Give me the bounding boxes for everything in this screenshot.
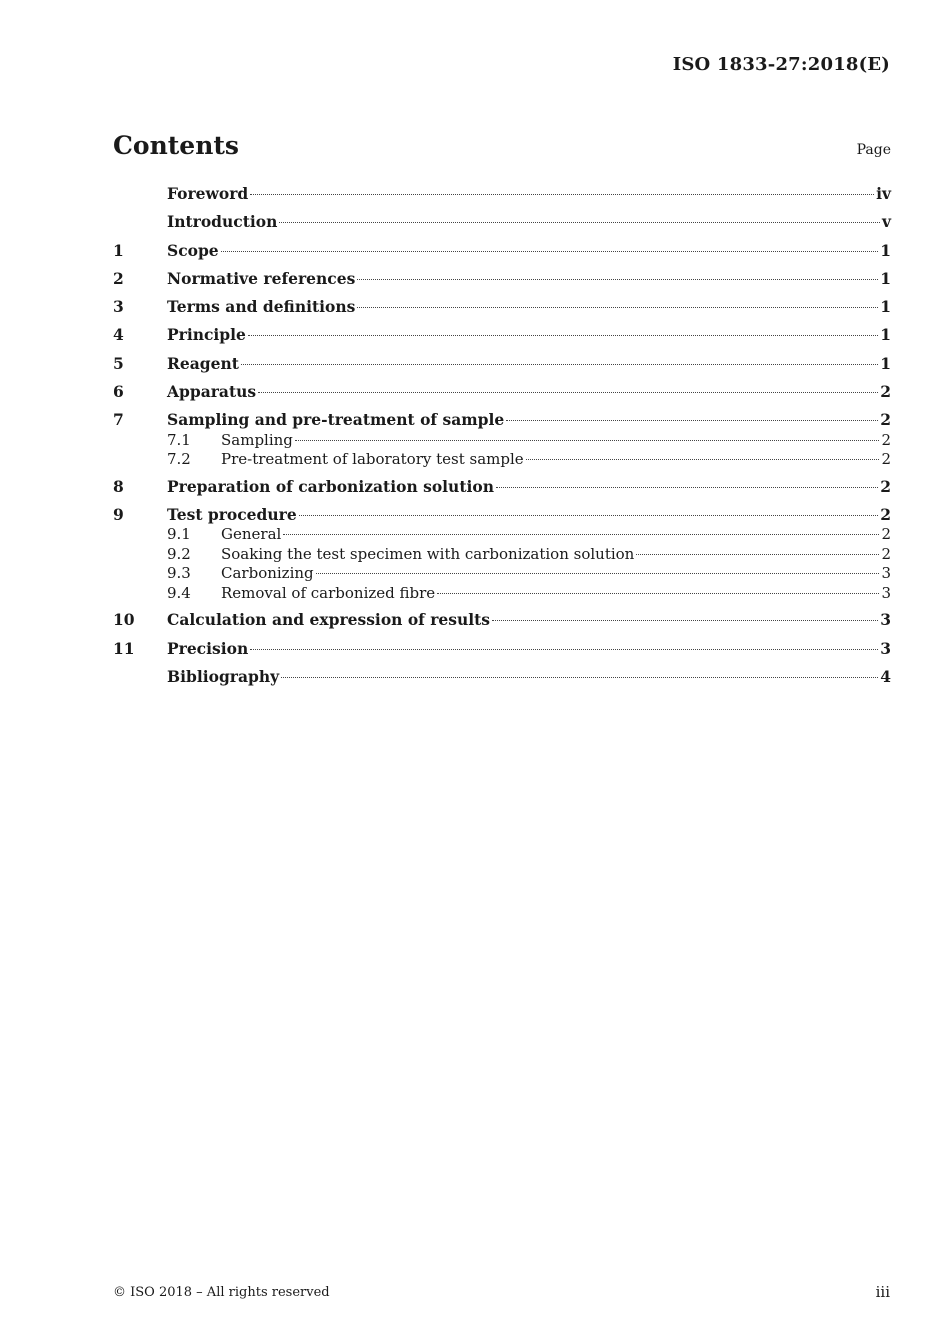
toc-dot-leader [526,459,880,460]
toc-entry-title: Reagent [167,353,239,373]
toc-entry-number: 1 [113,240,124,260]
toc-entry-page: 2 [880,382,891,402]
toc-entry-title: Principle [167,325,246,345]
toc-dot-leader [279,222,880,223]
toc-dot-leader [357,307,878,308]
toc-entry-number: 7.2 [167,450,191,469]
toc-entry[interactable] [113,544,891,564]
toc-entry-number: 8 [113,476,124,496]
toc-entry-number: 9.4 [167,583,191,602]
toc-dot-leader [299,515,879,516]
toc-entry-title: Carbonizing [221,564,314,583]
toc-entry-page: 1 [880,353,891,373]
toc-entry-number: 2 [113,268,124,288]
toc-entry-number: 4 [113,325,124,345]
toc-entry-number: 9.2 [167,544,191,563]
toc-entry[interactable] [113,325,891,353]
toc-entry[interactable] [113,297,891,325]
toc-entry-number: 6 [113,382,124,402]
toc-entry[interactable] [113,269,891,297]
toc-entry[interactable] [113,563,891,583]
toc-entry-title: Introduction [167,212,278,232]
toc-entry-title: Calculation and expression of results [167,610,491,630]
toc-entry-number: 9.1 [167,525,191,544]
toc-entry-page: 3 [880,638,891,658]
toc-entry-page: v [881,212,891,232]
toc-entry-number: 7.1 [167,430,191,449]
toc-entry-title: Preparation of carbonization solution [167,476,494,496]
toc-entry[interactable] [113,610,891,638]
toc-entry[interactable] [113,184,891,212]
toc-dot-leader [492,620,878,621]
toc-entry-title: General [221,525,282,544]
page-number: iii [875,1283,890,1301]
toc-dot-leader [357,279,878,280]
toc-dot-leader [250,649,878,650]
toc-dot-leader [221,251,879,252]
toc-entry[interactable] [113,449,891,469]
toc-entry-page: 2 [881,544,891,563]
toc-entry-page: 4 [880,666,891,686]
toc-entry[interactable] [113,354,891,382]
toc-dot-leader [250,194,874,195]
toc-entry-page: 2 [880,504,891,524]
document-id: ISO 1833-27:2018(E) [672,54,890,75]
toc-dot-leader [295,440,880,441]
toc-entry-title: Test procedure [167,504,297,524]
toc-entry-page: 1 [880,268,891,288]
toc-entry-page: 2 [880,410,891,430]
toc-entry-page: 2 [881,430,891,449]
toc-entry-page: 1 [880,325,891,345]
toc-entry-number: 10 [113,610,135,630]
toc-entry[interactable] [113,382,891,410]
toc-entry-number: 7 [113,410,124,430]
toc-entry[interactable] [113,667,891,695]
toc-entry-title: Removal of carbonized fibre [221,583,436,602]
toc-entry-page: 2 [881,525,891,544]
toc-entry-title: Sampling and pre-treatment of sample [167,410,505,430]
toc-entry-title: Terms and definitions [167,297,356,317]
toc-dot-leader [316,573,880,574]
toc-entry-number: 5 [113,353,124,373]
toc-dot-leader [636,554,879,555]
table-of-contents [113,184,891,695]
toc-entry-page: 1 [880,240,891,260]
copyright-notice: © ISO 2018 – All rights reserved [113,1285,330,1300]
page-column-label: Page [856,142,891,158]
toc-entry-number: 9 [113,504,124,524]
toc-dot-leader [258,392,878,393]
toc-entry-title: Foreword [167,184,249,203]
toc-entry-title: Scope [167,240,219,260]
toc-entry-title: Bibliography [167,666,280,686]
toc-entry-page: 3 [881,564,891,583]
toc-entry[interactable] [113,477,891,505]
toc-entry[interactable] [113,583,891,603]
toc-entry-number: 3 [113,297,124,317]
toc-entry-title: Sampling [221,430,293,449]
toc-entry[interactable] [113,524,891,544]
toc-entry-page: 1 [880,297,891,317]
page-title: Contents [113,131,240,160]
toc-entry-page: 3 [880,610,891,630]
toc-entry[interactable] [113,241,891,269]
toc-entry-number: 9.3 [167,564,191,583]
toc-entry-page: 3 [881,583,891,602]
toc-dot-leader [248,335,878,336]
toc-entry[interactable] [113,212,891,240]
toc-dot-leader [496,487,878,488]
toc-entry-title: Soaking the test specimen with carbonization solution [221,544,635,563]
toc-entry[interactable] [113,639,891,667]
contents-header [113,131,891,160]
toc-entry-title: Apparatus [167,382,257,402]
toc-dot-leader [283,534,879,535]
toc-entry-title: Normative references [167,268,356,288]
toc-entry-number: 11 [113,638,135,658]
toc-entry-title: Precision [167,638,249,658]
toc-dot-leader [281,677,878,678]
toc-dot-leader [437,593,879,594]
toc-entry[interactable] [113,430,891,450]
toc-dot-leader [241,364,878,365]
toc-entry-page: 2 [880,476,891,496]
toc-dot-leader [506,420,878,421]
toc-entry-page: 2 [881,450,891,469]
toc-entry-page: iv [876,184,891,203]
toc-entry-title: Pre-treatment of laboratory test sample [221,450,524,469]
